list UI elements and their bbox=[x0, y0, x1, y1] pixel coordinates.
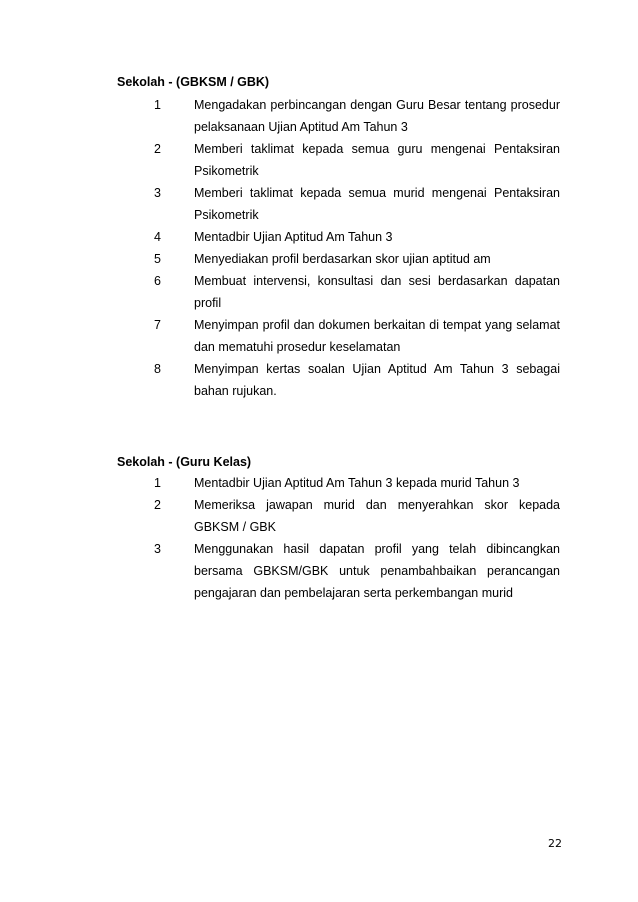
item-text: Memeriksa jawapan murid dan menyerahkan skor kepada GBKSM / GBK bbox=[194, 498, 560, 534]
item-number: 8 bbox=[154, 362, 161, 376]
item-number: 3 bbox=[154, 542, 161, 556]
responsibility-list-gbksm bbox=[0, 94, 638, 402]
item-text: Menggunakan hasil dapatan profil yang telah dibincangkan bersama GBKSM/GBK untuk penambahbaikan perancangan pengajaran dan pembelajaran serta perkembangan murid bbox=[194, 542, 560, 600]
list-item bbox=[0, 226, 638, 248]
list-item bbox=[0, 248, 638, 270]
item-number: 5 bbox=[154, 252, 161, 266]
item-number: 1 bbox=[154, 476, 161, 490]
item-text: Menyimpan profil dan dokumen berkaitan di tempat yang selamat dan mematuhi prosedur keselamatan bbox=[194, 318, 560, 354]
list-item bbox=[0, 270, 638, 314]
item-number: 2 bbox=[154, 498, 161, 512]
item-text: Mengadakan perbincangan dengan Guru Besar tentang prosedur pelaksanaan Ujian Aptitud Am Tahun 3 bbox=[194, 98, 560, 134]
item-text: Menyimpan kertas soalan Ujian Aptitud Am Tahun 3 sebagai bahan rujukan. bbox=[194, 362, 560, 398]
page-number: 22 bbox=[548, 837, 562, 850]
list-item bbox=[0, 358, 638, 402]
item-number: 7 bbox=[154, 318, 161, 332]
item-text: Membuat intervensi, konsultasi dan sesi berdasarkan dapatan profil bbox=[194, 274, 560, 310]
list-item bbox=[0, 538, 638, 604]
item-number: 1 bbox=[154, 98, 161, 112]
item-number: 6 bbox=[154, 274, 161, 288]
item-text: Mentadbir Ujian Aptitud Am Tahun 3 bbox=[194, 230, 393, 244]
item-text: Memberi taklimat kepada semua guru mengenai Pentaksiran Psikometrik bbox=[194, 142, 560, 178]
list-item bbox=[0, 314, 638, 358]
item-number: 2 bbox=[154, 142, 161, 156]
list-item bbox=[0, 94, 638, 138]
list-item bbox=[0, 182, 638, 226]
list-item bbox=[0, 472, 638, 494]
item-number: 3 bbox=[154, 186, 161, 200]
item-text: Memberi taklimat kepada semua murid mengenai Pentaksiran Psikometrik bbox=[194, 186, 560, 222]
list-item bbox=[0, 138, 638, 182]
item-number: 4 bbox=[154, 230, 161, 244]
section-heading-guru-kelas: Sekolah - (Guru Kelas) bbox=[117, 455, 252, 469]
section-heading-gbksm: Sekolah - (GBKSM / GBK) bbox=[117, 75, 270, 89]
responsibility-list-guru-kelas bbox=[0, 472, 638, 604]
item-text: Mentadbir Ujian Aptitud Am Tahun 3 kepada murid Tahun 3 bbox=[194, 476, 520, 490]
item-text: Menyediakan profil berdasarkan skor ujian aptitud am bbox=[194, 252, 491, 266]
list-item bbox=[0, 494, 638, 538]
